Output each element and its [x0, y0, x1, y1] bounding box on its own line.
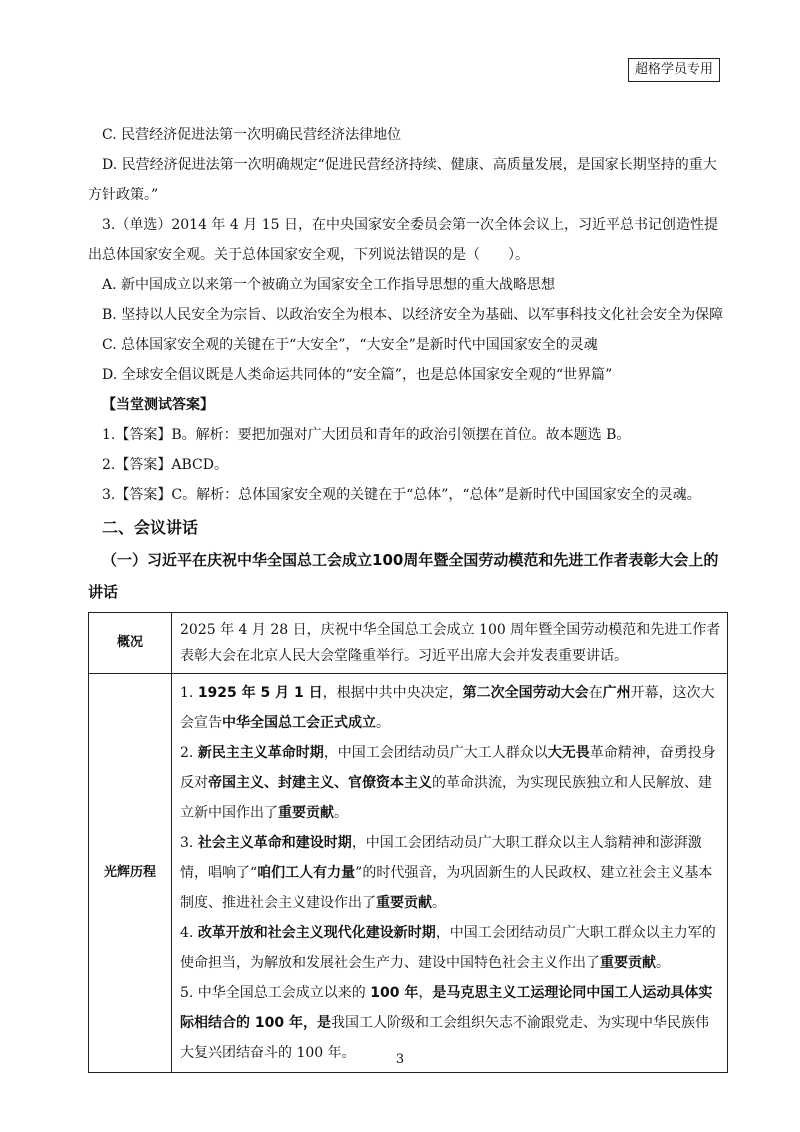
answer-3: 3.【答案】C。解析：总体国家安全观的关键在于“总体”，“总体”是新时代中国国家安全的灵魂。 — [102, 487, 701, 503]
answer-1: 1.【答案】B。解析：要把加强对广大团员和青年的政治引领摆在首位。故本题选 B。 — [102, 427, 631, 443]
option-d-prev: D. 民营经济促进法第一次明确规定“促进民营经济持续、健康、高质量发展，是国家长期坚持的重大方针政策。” — [88, 157, 717, 203]
history-item-4: 4. 改革开放和社会主义现代化建设新时期，中国工会团结动员广大职工群众以主力军的使命担当，为解放和发展社会生产力、建设中国特色社会主义作出了重要贡献。 — [180, 925, 716, 971]
history-item-1: 1. 1925 年 5 月 1 日，根据中共中央决定，第二次全国劳动大会在广州开幕，这次大会宣告中华全国总工会正式成立。 — [180, 685, 715, 731]
exclusive-badge: 超格学员专用 — [628, 58, 720, 82]
page-number: 3 — [395, 1052, 405, 1067]
page-content — [88, 120, 728, 1073]
overview-text: 2025 年 4 月 28 日，庆祝中华全国总工会成立 100 周年暨全国劳动模范和先进工作者表彰大会在北京人民大会堂隆重举行。习近平出席大会并发表重要讲话。 — [172, 613, 728, 674]
history-item-5: 5. 中华全国总工会成立以来的 100 年，是马克思主义工运理论同中国工人运动具体实际相结合的 100 年，是我国工人阶级和工会组织矢志不渝跟党走、为实现中华民族伟大复兴团结奋斗的 100 年。 — [180, 985, 713, 1061]
answer-2: 2.【答案】ABCD。 — [102, 457, 228, 473]
answers-heading: 【当堂测试答案】 — [102, 397, 214, 413]
history-items — [172, 674, 728, 1073]
question-3-stem: 3.（单选）2014 年 4 月 15 日，在中央国家安全委员会第一次全体会议上，习近平总书记创造性提出总体国家安全观。关于总体国家安全观，下列说法错误的是（ ）。 — [88, 217, 718, 263]
q3-option-c: C. 总体国家安全观的关键在于“大安全”，“大安全”是新时代中国国家安全的灵魂 — [102, 337, 598, 353]
q3-option-d: D. 全球安全倡议既是人类命运共同体的“安全篇”，也是总体国家安全观的“世界篇” — [102, 367, 613, 383]
history-item-3: 3. 社会主义革命和建设时期，中国工会团结动员广大职工群众以主人翁精神和澎湃激情，唱响了“咱们工人有力量”的时代强音，为巩固新生的人民政权、建立社会主义基本制度、推进社会主义建设作出了重要贡献。 — [180, 835, 713, 911]
q3-option-a: A. 新中国成立以来第一个被确立为国家安全工作指导思想的重大战略思想 — [102, 277, 556, 293]
section-title: 二、会议讲话 — [102, 518, 199, 537]
section-subtitle: （一）习近平在庆祝中华全国总工会成立100周年暨全国劳动模范和先进工作者表彰大会上的讲话 — [88, 551, 719, 601]
history-label: 光辉历程 — [89, 674, 172, 1073]
table-row-history — [89, 674, 728, 1073]
overview-label: 概况 — [89, 613, 172, 674]
history-item-2: 2. 新民主主义革命时期，中国工会团结动员广大工人群众以大无畏革命精神，奋勇投身反对帝国主义、封建主义、官僚资本主义的革命洪流，为实现民族独立和人民解放、建立新中国作出了重要贡献。 — [180, 745, 716, 821]
table-row-overview — [89, 613, 728, 674]
option-c-prev: C. 民营经济促进法第一次明确民营经济法律地位 — [102, 127, 402, 143]
q3-option-b: B. 坚持以人民安全为宗旨、以政治安全为根本、以经济安全为基础、以军事科技文化社会安全为保障 — [102, 307, 724, 323]
speech-table — [88, 612, 728, 1073]
